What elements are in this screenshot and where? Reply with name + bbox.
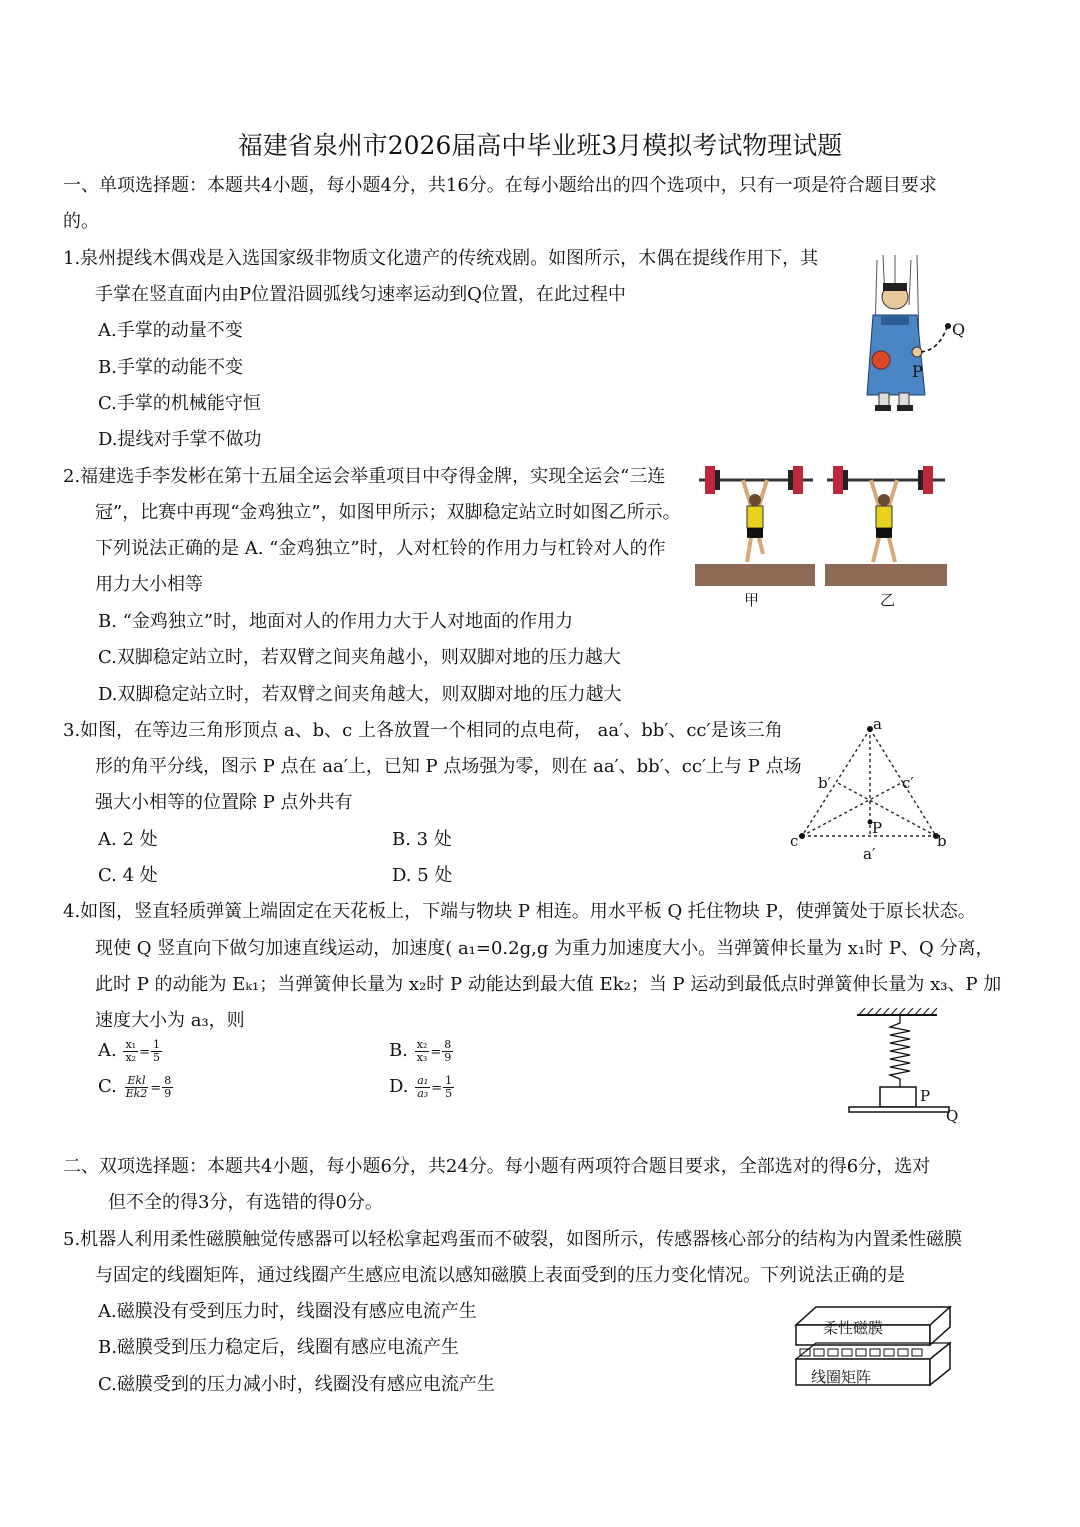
triangle-label-b: b [937, 832, 947, 850]
q3-stem-line3: 强大小相等的位置除 P 点外共有 [95, 792, 353, 813]
q4-a-eq: = [139, 1045, 150, 1060]
q2-option-c: C.双脚稳定站立时，若双臂之间夹角越小，则双脚对地的压力越大 [98, 647, 621, 668]
triangle-label-p: P [872, 819, 883, 837]
q4-d-rnum: 1 [445, 1073, 453, 1087]
q4-option-b-fraction-right [442, 1039, 453, 1064]
q4-b-rnum: 8 [444, 1037, 452, 1051]
q1-option-b: B.手掌的动能不变 [98, 357, 243, 378]
q3-stem-line1: 3.如图，在等边三角形顶点 a、b、c 上各放置一个相同的点电荷， aa′、bb′、cc′是该三角 [63, 720, 783, 741]
q4-option-a-label: A. [98, 1040, 117, 1061]
q4-d-num: a₁ [417, 1073, 429, 1087]
q4-option-c-fraction-left [124, 1075, 150, 1100]
q4-option-d-label: D. [389, 1076, 409, 1097]
triangle-label-a-prime: a′ [863, 845, 876, 863]
spring-figure [845, 1005, 955, 1125]
triangle-label-c-prime: c′ [902, 774, 914, 792]
q4-stem-line3: 此时 P 的动能为 Eₖ₁；当弹簧伸长量为 x₂时 P 动能达到最大值 Ek₂；当 P 运动到最低点时弹簧伸长量为 x₃、P 加 [95, 974, 1002, 995]
q4-option-a-fraction-left [123, 1039, 138, 1064]
q4-c-rnum: 8 [164, 1073, 172, 1087]
q1-option-a: A.手掌的动量不变 [98, 320, 243, 341]
q5-stem-line2: 与固定的线圈矩阵，通过线圈产生感应电流以感知磁膜上表面受到的压力变化情况。下列说法正确的是 [95, 1265, 905, 1286]
q4-c-rden: 9 [164, 1086, 172, 1100]
q4-c-num: Ekl [127, 1073, 146, 1087]
q4-d-den: a₃ [417, 1086, 429, 1100]
puppet-label-p: P [912, 362, 923, 381]
q2-stem-line4: 用力大小相等 [95, 574, 203, 595]
section1-heading-line2: 的。 [63, 211, 99, 232]
q5-option-a: A.磁膜没有受到压力时，线圈没有感应电流产生 [98, 1301, 477, 1322]
q4-option-c-fraction-right [162, 1075, 173, 1100]
q4-option-b [389, 1036, 454, 1068]
q5-option-c: C.磁膜受到的压力减小时，线圈没有感应电流产生 [98, 1374, 495, 1395]
q2-option-b: B. “金鸡独立”时，地面对人的作用力大于人对地面的作用力 [98, 611, 574, 632]
q4-c-eq: = [150, 1081, 162, 1096]
q4-option-c-label: C. [98, 1076, 117, 1097]
q3-option-d: D. 5 处 [392, 865, 453, 886]
q4-b-rden: 9 [444, 1050, 452, 1064]
q4-a-rden: 5 [153, 1050, 160, 1064]
q3-stem-line2: 形的角平分线，图示 P 点在 aa′上，已知 P 点场强为零，则在 aa′、bb′、cc′上与 P 点场 [95, 756, 802, 777]
section2-heading-line1: 二、双项选择题：本题共4小题，每小题6分，共24分。每小题有两项符合题目要求，全部选对的得6分，选对 [63, 1156, 931, 1177]
q3-option-c: C. 4 处 [98, 865, 158, 886]
triangle-label-b-prime: b′ [818, 774, 832, 792]
q2-stem-line1: 2.福建选手李发彬在第十五届全运会举重项目中夺得金牌，实现全运会“三连 [63, 466, 666, 487]
q4-option-d [389, 1072, 455, 1104]
weightlifter-figure [695, 462, 950, 588]
triangle-label-c: c [790, 832, 799, 850]
page-title: 福建省泉州市2026届高中毕业班3月模拟考试物理试题 [237, 131, 843, 160]
sensor-label-film: 柔性磁膜 [823, 1319, 884, 1337]
q1-stem-line1: 1.泉州提线木偶戏是入选国家级非物质文化遗产的传统戏剧。如图所示，木偶在提线作用下，其 [63, 248, 819, 269]
q4-a-rnum: 1 [153, 1037, 160, 1051]
q4-stem-line4: 速度大小为 a₃，则 [95, 1010, 245, 1031]
q4-option-c [98, 1072, 174, 1104]
spring-label-p: P [920, 1087, 931, 1105]
q5-stem-line1: 5.机器人利用柔性磁膜触觉传感器可以轻松拿起鸡蛋而不破裂，如图所示，传感器核心部分的结构为内置柔性磁膜 [63, 1229, 963, 1250]
weightlifter-caption-yi: 乙 [880, 591, 896, 609]
q4-stem-line2: 现使 Q 竖直向下做匀加速直线运动，加速度( a₁=0.2g,g 为重力加速度大小。当弹簧伸长量为 x₁时 P、Q 分离， [95, 938, 994, 959]
q2-stem-line2: 冠”，比赛中再现“金鸡独立”，如图甲所示；双脚稳定站立时如图乙所示。 [95, 502, 681, 523]
q1-option-c: C.手掌的机械能守恒 [98, 393, 261, 414]
triangle-figure [790, 715, 950, 860]
weightlifter-caption-jia: 甲 [744, 591, 760, 609]
q4-b-eq: = [430, 1045, 442, 1060]
q3-option-a: A. 2 处 [98, 829, 158, 850]
q2-stem-line3: 下列说法正确的是 A. “金鸡独立”时，人对杠铃的作用力与杠铃对人的作 [95, 538, 666, 559]
q4-b-den: x₃ [416, 1050, 428, 1064]
q4-d-rden: 5 [445, 1086, 453, 1100]
spring-label-q: Q [946, 1107, 959, 1125]
section1-heading-line1: 一、单项选择题：本题共4小题，每小题4分，共16分。在每小题给出的四个选项中，只有一项是符合题目要求 [63, 175, 937, 196]
q4-stem-line1: 4.如图，竖直轻质弹簧上端固定在天花板上，下端与物块 P 相连。用水平板 Q 托住物块 P，使弹簧处于原长状态。 [63, 901, 976, 922]
q5-option-b: B.磁膜受到压力稳定后，线圈有感应电流产生 [98, 1337, 459, 1358]
q1-stem-line2: 手掌在竖直面内由P位置沿圆弧线匀速率运动到Q位置，在此过程中 [95, 284, 626, 305]
q4-option-b-label: B. [389, 1040, 408, 1061]
sensor-label-coils: 线圈矩阵 [811, 1368, 872, 1386]
q4-option-a-fraction-right [151, 1039, 162, 1064]
q4-d-eq: = [431, 1081, 443, 1096]
q4-option-d-fraction-right [443, 1075, 454, 1100]
puppet-label-q: Q [952, 320, 966, 339]
q4-option-b-fraction-left [415, 1039, 430, 1064]
q4-a-num: x₁ [125, 1037, 137, 1051]
q3-option-b: B. 3 处 [392, 829, 452, 850]
section2-heading-line2: 但不全的得3分，有选错的得0分。 [108, 1192, 383, 1213]
q4-option-a [98, 1036, 163, 1068]
triangle-label-a: a [873, 715, 882, 733]
q2-option-d: D.双脚稳定站立时，若双臂之间夹角越大，则双脚对地的压力越大 [98, 684, 622, 705]
q4-b-num: x₂ [416, 1037, 428, 1051]
q4-option-d-fraction-left [415, 1075, 430, 1100]
q4-c-den: Ek2 [125, 1086, 148, 1100]
q4-a-den: x₂ [125, 1050, 137, 1064]
q1-option-d: D.提线对手掌不做功 [98, 429, 262, 450]
